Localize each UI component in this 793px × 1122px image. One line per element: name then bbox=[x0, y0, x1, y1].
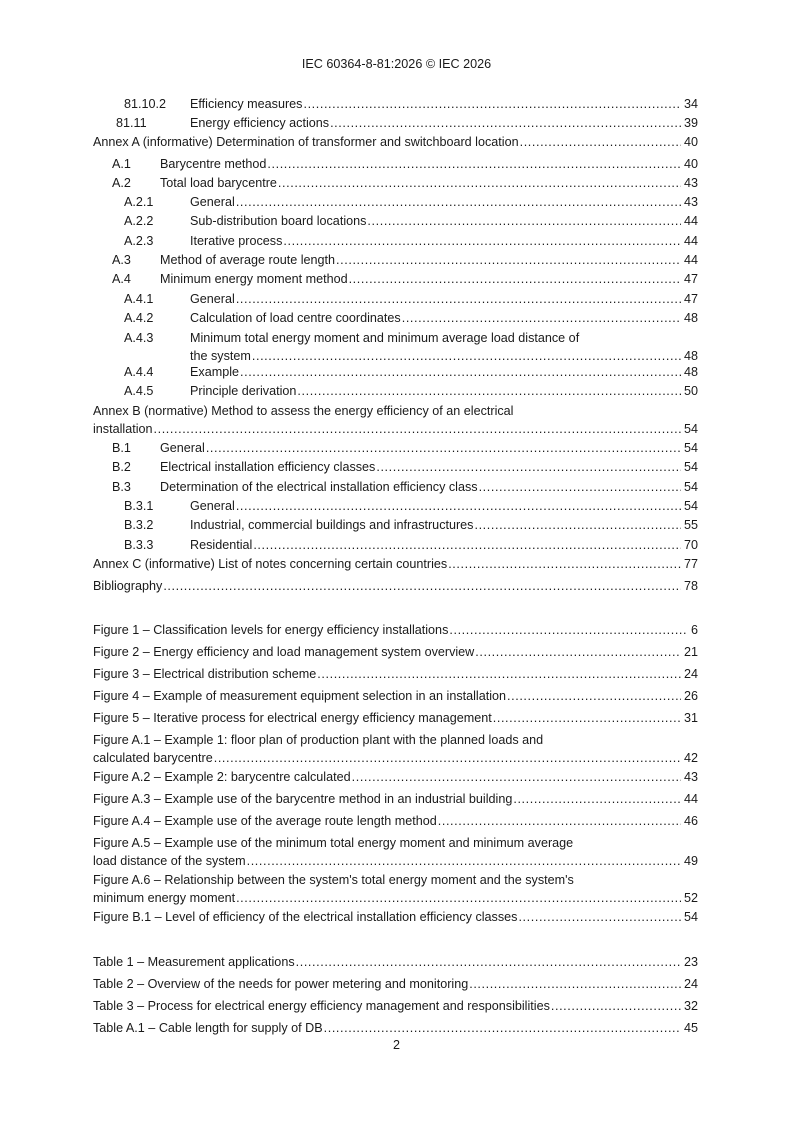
page-ref: 54 bbox=[683, 499, 698, 513]
page-ref: 70 bbox=[683, 538, 698, 552]
dot-leader bbox=[330, 115, 681, 131]
dot-leader bbox=[214, 750, 681, 766]
dot-leader bbox=[518, 909, 681, 925]
dot-leader bbox=[297, 383, 681, 399]
entry-title-continued: the system bbox=[190, 349, 251, 363]
page-ref: 46 bbox=[683, 814, 698, 828]
toc-entry[interactable] bbox=[112, 156, 698, 172]
entry-number: B.3.3 bbox=[124, 538, 154, 552]
entry-title: Example bbox=[190, 365, 239, 379]
entry-title: Electrical installation efficiency classes bbox=[160, 460, 376, 474]
entry-title: Barycentre method bbox=[160, 157, 267, 171]
toc-entry[interactable] bbox=[124, 364, 698, 380]
entry-number: A.4 bbox=[112, 272, 131, 286]
dot-leader bbox=[236, 291, 681, 307]
figure-entry[interactable] bbox=[93, 835, 698, 869]
toc-entry[interactable] bbox=[112, 175, 698, 191]
dot-leader bbox=[493, 710, 681, 726]
page-ref: 47 bbox=[683, 292, 698, 306]
dot-leader bbox=[163, 578, 681, 594]
entry-number: A.3 bbox=[112, 253, 131, 267]
entry-number: A.4.4 bbox=[124, 365, 154, 379]
toc-entry[interactable] bbox=[93, 134, 698, 150]
page-ref: 26 bbox=[683, 689, 698, 703]
dot-leader bbox=[513, 791, 681, 807]
page-ref: 54 bbox=[683, 460, 698, 474]
entry-title: Industrial, commercial buildings and infrastructures bbox=[190, 518, 474, 532]
dot-leader bbox=[252, 348, 681, 364]
entry-title-continued: minimum energy moment bbox=[93, 891, 236, 905]
table-entry[interactable] bbox=[93, 954, 698, 970]
dot-leader bbox=[448, 556, 681, 572]
page-ref: 24 bbox=[683, 977, 698, 991]
entry-number: A.2.3 bbox=[124, 234, 154, 248]
figure-entry[interactable] bbox=[93, 769, 698, 785]
page-ref: 21 bbox=[683, 645, 698, 659]
dot-leader bbox=[296, 954, 681, 970]
entry-title: Figure 3 – Electrical distribution scheme bbox=[93, 667, 317, 681]
toc-entry[interactable] bbox=[112, 479, 698, 495]
page-ref: 54 bbox=[683, 441, 698, 455]
entry-title: Figure A.2 – Example 2: barycentre calculated bbox=[93, 770, 351, 784]
page-ref: 52 bbox=[683, 891, 698, 905]
entry-title: Figure A.6 – Relationship between the system's total energy moment and the system's bbox=[93, 873, 574, 887]
toc-entry[interactable] bbox=[112, 252, 698, 268]
entry-title: Annex B (normative) Method to assess the energy efficiency of an electrical bbox=[93, 404, 514, 418]
entry-title: Figure A.1 – Example 1: floor plan of production plant with the planned loads and bbox=[93, 733, 544, 747]
page-ref: 48 bbox=[683, 349, 698, 363]
toc-entry[interactable] bbox=[124, 383, 698, 399]
page-ref: 78 bbox=[683, 579, 698, 593]
page-ref: 44 bbox=[683, 792, 698, 806]
dot-leader bbox=[349, 271, 681, 287]
figure-entry[interactable] bbox=[93, 813, 698, 829]
page-ref: 31 bbox=[683, 711, 698, 725]
dot-leader bbox=[247, 853, 681, 869]
page-ref: 77 bbox=[683, 557, 698, 571]
toc-entry[interactable] bbox=[93, 556, 698, 572]
entry-title: Efficiency measures bbox=[190, 97, 303, 111]
entry-title-continued: calculated barycentre bbox=[93, 751, 213, 765]
entry-title: Figure B.1 – Level of efficiency of the electrical installation efficiency classes bbox=[93, 910, 518, 924]
entry-title: Figure A.5 – Example use of the minimum total energy moment and minimum average bbox=[93, 836, 574, 850]
dot-leader bbox=[240, 364, 681, 380]
page-ref: 54 bbox=[683, 910, 698, 924]
table-entry[interactable] bbox=[93, 1020, 698, 1036]
entry-number: B.2 bbox=[112, 460, 131, 474]
page-ref: 45 bbox=[683, 1021, 698, 1035]
page-ref: 48 bbox=[683, 365, 698, 379]
dot-leader bbox=[253, 537, 681, 553]
entry-number: A.2.1 bbox=[124, 195, 154, 209]
dot-leader bbox=[278, 175, 681, 191]
entry-title: Table A.1 – Cable length for supply of DB bbox=[93, 1021, 323, 1035]
entry-number: 81.11 bbox=[116, 116, 147, 130]
dot-leader bbox=[303, 96, 681, 112]
figure-entry[interactable] bbox=[93, 909, 698, 925]
entry-number: A.2.2 bbox=[124, 214, 154, 228]
toc-entry[interactable] bbox=[124, 233, 698, 249]
entry-title: Table 2 – Overview of the needs for power metering and monitoring bbox=[93, 977, 469, 991]
dot-leader bbox=[376, 459, 681, 475]
entry-title: Determination of the electrical installation efficiency class bbox=[160, 480, 478, 494]
entry-title: Annex C (informative) List of notes concerning certain countries bbox=[93, 557, 448, 571]
entry-number: 81.10.2 bbox=[124, 97, 167, 111]
entry-title: Bibliography bbox=[93, 579, 163, 593]
figure-entry[interactable] bbox=[93, 666, 698, 682]
entry-title: General bbox=[190, 195, 235, 209]
figure-entry[interactable] bbox=[93, 791, 698, 807]
dot-leader bbox=[206, 440, 681, 456]
entry-number: A.4.2 bbox=[124, 311, 154, 325]
entry-title: General bbox=[190, 499, 235, 513]
entry-number: A.4.5 bbox=[124, 384, 154, 398]
page-ref: 34 bbox=[683, 97, 698, 111]
entry-title: Table 1 – Measurement applications bbox=[93, 955, 295, 969]
entry-title: General bbox=[190, 292, 235, 306]
dot-leader bbox=[469, 976, 681, 992]
entry-title-continued: installation bbox=[93, 422, 153, 436]
figure-entry[interactable] bbox=[93, 710, 698, 726]
dot-leader bbox=[507, 688, 681, 704]
dot-leader bbox=[236, 498, 681, 514]
toc-entry[interactable] bbox=[124, 310, 698, 326]
page-ref: 40 bbox=[683, 135, 698, 149]
page-ref: 55 bbox=[683, 518, 698, 532]
toc-entry[interactable] bbox=[124, 194, 698, 210]
dot-leader bbox=[402, 310, 681, 326]
figure-entry[interactable] bbox=[93, 732, 698, 766]
entry-title: Total load barycentre bbox=[160, 176, 277, 190]
dot-leader bbox=[367, 213, 681, 229]
toc-entry[interactable] bbox=[124, 96, 698, 112]
toc-entry[interactable] bbox=[93, 578, 698, 594]
page-ref: 24 bbox=[683, 667, 698, 681]
page-number: 2 bbox=[392, 1038, 400, 1052]
figure-entry[interactable] bbox=[93, 622, 698, 638]
dot-leader bbox=[236, 194, 681, 210]
figure-entry[interactable] bbox=[93, 688, 698, 704]
entry-number: B.3 bbox=[112, 480, 131, 494]
page-ref: 54 bbox=[683, 422, 698, 436]
entry-title: Method of average route length bbox=[160, 253, 336, 267]
page-ref: 43 bbox=[683, 195, 698, 209]
page-ref: 44 bbox=[683, 253, 698, 267]
dot-leader bbox=[479, 479, 681, 495]
page-ref: 40 bbox=[683, 157, 698, 171]
entry-title: Residential bbox=[190, 538, 253, 552]
entry-number: A.4.3 bbox=[124, 331, 154, 345]
page-ref: 49 bbox=[683, 854, 698, 868]
page-ref: 23 bbox=[683, 955, 698, 969]
entry-title: Minimum total energy moment and minimum average load distance of bbox=[190, 331, 580, 345]
entry-number: A.1 bbox=[112, 157, 131, 171]
entry-title: General bbox=[160, 441, 205, 455]
dot-leader bbox=[267, 156, 681, 172]
dot-leader bbox=[317, 666, 681, 682]
page-ref: 47 bbox=[683, 272, 698, 286]
toc-entry[interactable] bbox=[124, 330, 698, 364]
entry-title: Sub-distribution board locations bbox=[190, 214, 367, 228]
entry-title: Figure 4 – Example of measurement equipment selection in an installation bbox=[93, 689, 507, 703]
table-entry[interactable] bbox=[93, 998, 698, 1014]
dot-leader bbox=[520, 134, 681, 150]
page-ref: 54 bbox=[683, 480, 698, 494]
page-ref: 48 bbox=[683, 311, 698, 325]
figure-entry[interactable] bbox=[93, 872, 698, 906]
entry-title-continued: load distance of the system bbox=[93, 854, 246, 868]
entry-title: Figure A.3 – Example use of the barycentre method in an industrial building bbox=[93, 792, 513, 806]
page-ref: 32 bbox=[683, 999, 698, 1013]
page-ref: 6 bbox=[690, 623, 698, 637]
entry-title: Figure 1 – Classification levels for energy efficiency installations bbox=[93, 623, 449, 637]
entry-title: Energy efficiency actions bbox=[190, 116, 330, 130]
toc-entry[interactable] bbox=[116, 115, 698, 131]
entry-title: Figure 5 – Iterative process for electrical energy efficiency management bbox=[93, 711, 492, 725]
page-ref: 43 bbox=[683, 770, 698, 784]
page-ref: 39 bbox=[683, 116, 698, 130]
dot-leader bbox=[283, 233, 681, 249]
entry-title: Calculation of load centre coordinates bbox=[190, 311, 401, 325]
entry-title: Figure 2 – Energy efficiency and load management system overview bbox=[93, 645, 475, 659]
page-ref: 44 bbox=[683, 234, 698, 248]
entry-title: Minimum energy moment method bbox=[160, 272, 348, 286]
dot-leader bbox=[438, 813, 681, 829]
dot-leader bbox=[352, 769, 681, 785]
toc-entry[interactable] bbox=[112, 459, 698, 475]
page-ref: 44 bbox=[683, 214, 698, 228]
table-entry[interactable] bbox=[93, 976, 698, 992]
dot-leader bbox=[475, 644, 681, 660]
toc-entry[interactable] bbox=[93, 403, 698, 437]
toc-entry[interactable] bbox=[124, 498, 698, 514]
toc-entry[interactable] bbox=[112, 440, 698, 456]
entry-title: Principle derivation bbox=[190, 384, 297, 398]
page-header: IEC 60364-8-81:2026 © IEC 2026 bbox=[301, 57, 492, 71]
dot-leader bbox=[236, 890, 681, 906]
entry-number: B.3.1 bbox=[124, 499, 154, 513]
page-ref: 42 bbox=[683, 751, 698, 765]
entry-number: A.2 bbox=[112, 176, 131, 190]
toc-entry[interactable] bbox=[112, 271, 698, 287]
dot-leader bbox=[449, 622, 688, 638]
toc-entry[interactable] bbox=[124, 291, 698, 307]
entry-title: Iterative process bbox=[190, 234, 283, 248]
dot-leader bbox=[551, 998, 681, 1014]
figure-entry[interactable] bbox=[93, 644, 698, 660]
entry-title: Annex A (informative) Determination of transformer and switchboard location bbox=[93, 135, 519, 149]
entry-number: A.4.1 bbox=[124, 292, 154, 306]
entry-title: Figure A.4 – Example use of the average route length method bbox=[93, 814, 437, 828]
toc-entry[interactable] bbox=[124, 537, 698, 553]
entry-number: B.3.2 bbox=[124, 518, 154, 532]
page-ref: 43 bbox=[683, 176, 698, 190]
toc-entry[interactable] bbox=[124, 213, 698, 229]
toc-entry[interactable] bbox=[124, 517, 698, 533]
page-ref: 50 bbox=[683, 384, 698, 398]
dot-leader bbox=[324, 1020, 681, 1036]
dot-leader bbox=[154, 421, 681, 437]
entry-number: B.1 bbox=[112, 441, 131, 455]
dot-leader bbox=[474, 517, 681, 533]
entry-title: Table 3 – Process for electrical energy efficiency management and responsibilities bbox=[93, 999, 550, 1013]
dot-leader bbox=[336, 252, 681, 268]
